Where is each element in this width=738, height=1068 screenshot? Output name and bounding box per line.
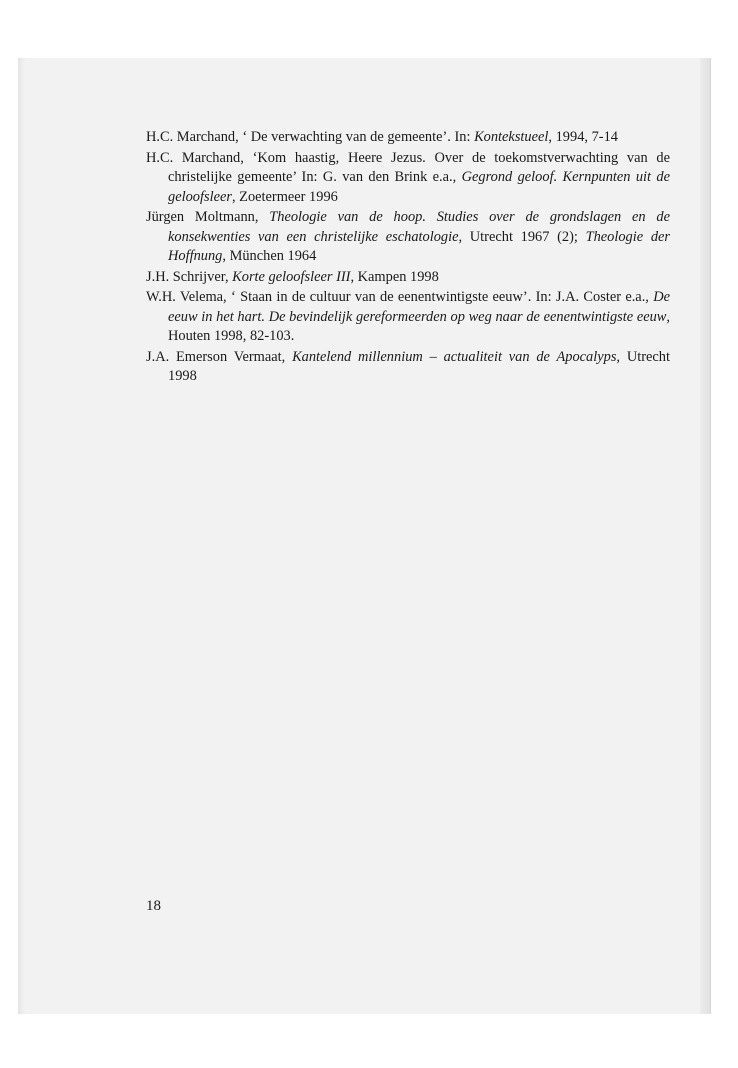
bibliography-entry: J.H. Schrijver, Korte geloofsleer III, Kampen 1998 [146, 268, 439, 285]
bibliography-entry: W.H. Velema, ‘ Staan in de cultuur van de eenentwintigste eeuw’. In: J.A. Coster e.a., De eeuw in het hart. De bevindelijk gereformeerden op weg naar de eenentwintigste eeuw, Houten 1998, 82-103. [146, 289, 670, 344]
page-number: 18 [146, 898, 161, 914]
bibliography-list [146, 128, 670, 388]
bibliography-entry: H.C. Marchand, ‘Kom haastig, Heere Jezus. Over de toekomstverwachting van de christelijke gemeente’ In: G. van den Brink e.a., Gegrond geloof. Kernpunten uit de geloofsleer, Zoetermeer 1996 [146, 149, 670, 205]
bibliography-entry: H.C. Marchand, ‘ De verwachting van de gemeente’. In: Kontekstueel, 1994, 7-14 [146, 129, 618, 145]
page-edge [700, 58, 711, 1014]
bibliography-entry: J.A. Emerson Vermaat, Kantelend millennium – actualiteit van de Apocalyps, Utrecht 1998 [146, 348, 670, 384]
bibliography-entry: Jürgen Moltmann, Theologie van de hoop. Studies over de grondslagen en de konsekwenties van een christelijke eschatologie, Utrecht 1967 (2); Theologie der Hoffnung, München 1964 [146, 209, 671, 264]
